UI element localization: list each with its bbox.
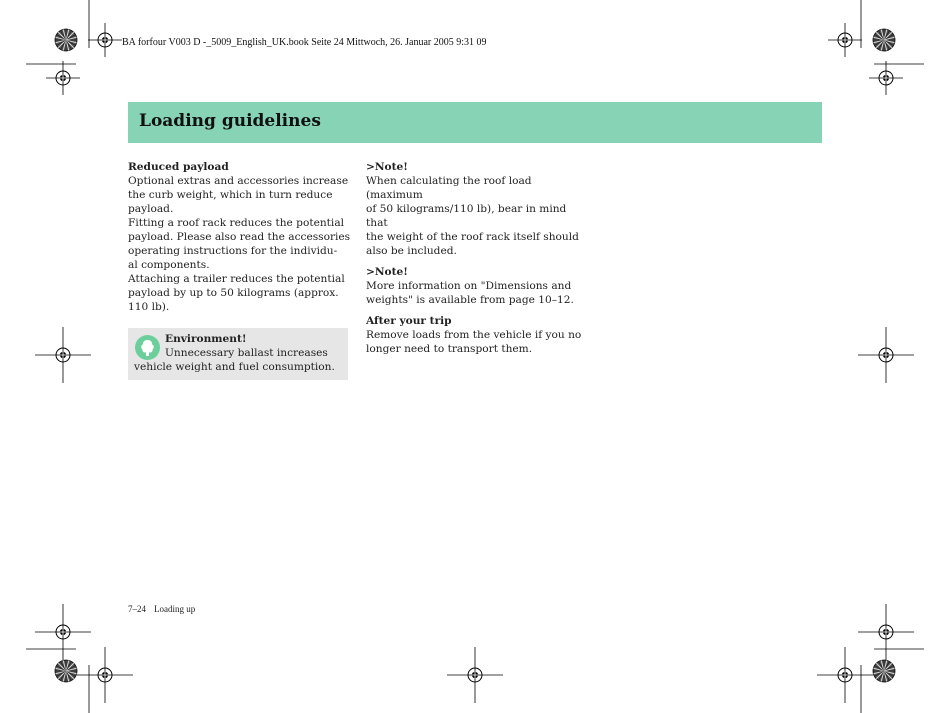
registration-target <box>858 604 914 660</box>
page-footer <box>128 604 195 614</box>
tree-icon <box>135 335 160 360</box>
body-line: 110 lb). <box>128 301 170 313</box>
star-target <box>55 29 77 51</box>
title-banner <box>128 102 822 143</box>
body-line: Fitting a roof rack reduces the potential <box>128 217 345 229</box>
body-line: the curb weight, which in turn reduce <box>128 189 333 201</box>
body-line: When calculating the roof load (maximum <box>366 175 532 201</box>
environment-note <box>128 328 348 380</box>
body-line: Optional extras and accessories increase <box>128 175 349 187</box>
left-column <box>128 160 353 314</box>
section-name: Loading up <box>154 604 196 614</box>
after-trip-heading: After your trip <box>366 315 452 327</box>
registration-target <box>828 23 862 57</box>
registration-target <box>88 23 122 57</box>
registration-target <box>869 61 903 95</box>
registration-target <box>35 327 91 383</box>
registration-target <box>77 647 133 703</box>
environment-text: vehicle weight and fuel consumption. <box>134 361 335 373</box>
star-target <box>873 660 895 682</box>
slug-line: BA forfour V003 D -_5009_English_UK.book Seite 24 Mittwoch, 26. Januar 2005 9:31 09 <box>122 37 487 48</box>
body-line: longer need to transport them. <box>366 343 533 355</box>
note-heading: >Note! <box>366 161 408 173</box>
star-target <box>55 660 77 682</box>
environment-title: Environment! <box>165 333 247 345</box>
body-line: weights" is available from page 10–12. <box>366 294 574 306</box>
page-number: 7–24 <box>128 604 146 614</box>
right-column <box>366 160 591 356</box>
page-title: Loading guidelines <box>139 111 321 131</box>
registration-target <box>35 604 91 660</box>
note-heading: >Note! <box>366 266 408 278</box>
star-target <box>873 29 895 51</box>
body-line: Attaching a trailer reduces the potential <box>128 273 345 285</box>
registration-target <box>447 647 503 703</box>
body-line: payload by up to 50 kilograms (approx. <box>128 287 339 299</box>
registration-target <box>858 327 914 383</box>
body-line: Remove loads from the vehicle if you no <box>366 329 582 341</box>
body-line: al components. <box>128 259 210 271</box>
body-line: the weight of the roof rack itself should <box>366 231 579 243</box>
registration-target <box>46 61 80 95</box>
body-line: More information on "Dimensions and <box>366 280 572 292</box>
body-line: operating instructions for the individu- <box>128 245 338 257</box>
body-line: also be included. <box>366 245 457 257</box>
reduced-payload-heading: Reduced payload <box>128 161 229 173</box>
environment-text: Unnecessary ballast increases <box>165 347 328 359</box>
body-line: payload. <box>128 203 174 215</box>
registration-target <box>817 647 873 703</box>
body-line: payload. Please also read the accessories <box>128 231 351 243</box>
body-line: of 50 kilograms/110 lb), bear in mind that <box>366 203 567 229</box>
